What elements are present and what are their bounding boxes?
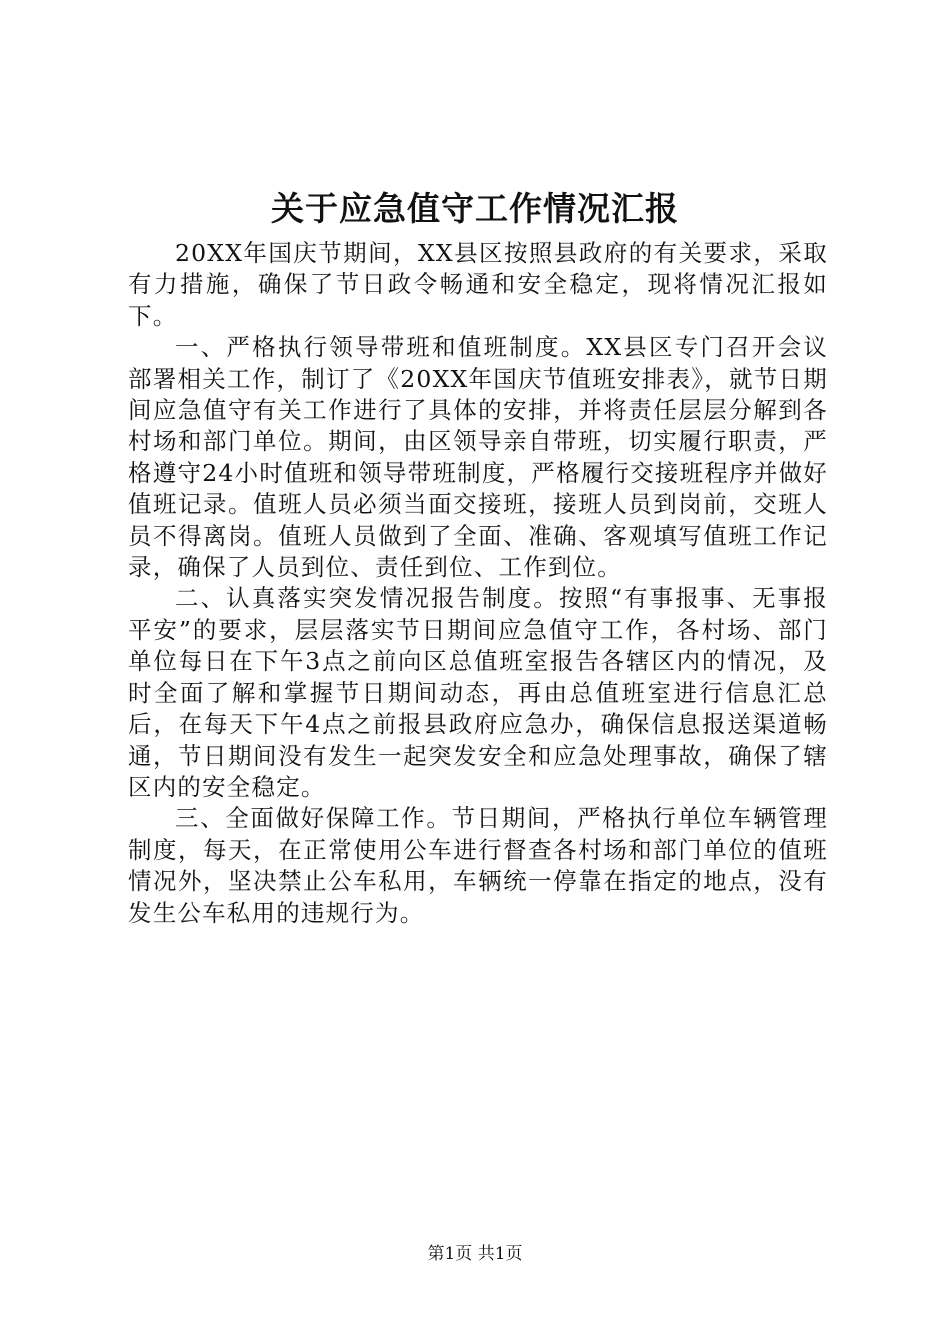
paragraph-section-2: 二、认真落实突发情况报告制度。按照“有事报事、无事报平安”的要求，层层落实节日期间应急值守工作，各村场、部门单位每日在下午3点之前向区总值班室报告各辖区内的情况，及时全面了解和掌握节日期间动态，再由总值班室进行信息汇总后，在每天下午4点之前报县政府应急办，确保信息报送渠道畅通，节日期间没有发生一起突发安全和应急处理事故，确保了辖区内的安全稳定。 xyxy=(128,584,828,801)
paragraph-section-3: 三、全面做好保障工作。节日期间，严格执行单位车辆管理制度，每天，在正常使用公车进行督查各村场和部门单位的值班情况外，坚决禁止公车私用，车辆统一停靠在指定的地点，没有发生公车私用的违规行为。 xyxy=(128,804,828,927)
paragraph-section-1: 一、严格执行领导带班和值班制度。XX县区专门召开会议部署相关工作，制订了《20XX年国庆节值班安排表》，就节日期间应急值守有关工作进行了具体的安排，并将责任层层分解到各村场和部门单位。期间，由区领导亲自带班，切实履行职责，严格遵守24小时值班和领导带班制度，严格履行交接班程序并做好值班记录。值班人员必须当面交接班，接班人员到岗前，交班人员不得离岗。值班人员做到了全面、准确、客观填写值班工作记录，确保了人员到位、责任到位、工作到位。 xyxy=(128,333,828,582)
document-title: 关于应急值守工作情况汇报 xyxy=(271,189,679,228)
document-body xyxy=(128,238,828,929)
paragraph-intro: 20XX年国庆节期间，XX县区按照县政府的有关要求，采取有力措施，确保了节日政令畅通和安全稳定，现将情况汇报如下。 xyxy=(128,239,828,330)
page-number-footer: 第1页 共1页 xyxy=(427,1244,523,1264)
